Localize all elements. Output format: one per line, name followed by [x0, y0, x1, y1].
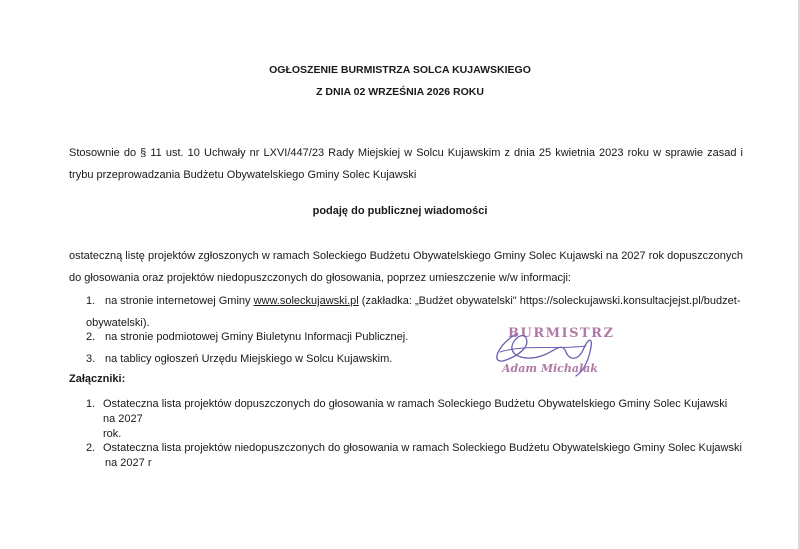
attachment-text: Ostateczna lista projektów dopuszczonych do głosowania w ramach Soleckiego Budżetu Obywatelskiego Gminy Solec Kujawski na 2027 [103, 398, 728, 425]
attachment-text-cont: rok. [103, 428, 122, 440]
list-number: 1. [86, 295, 96, 307]
stamp-name: Adam Michalak [502, 362, 598, 375]
list-number: 2. [86, 331, 96, 343]
intro-paragraph: Stosownie do § 11 ust. 10 Uchwały nr LXVI/447/23 Rady Miejskiej w Solcu Kujawskim z dnia 25 kwietnia 2023 roku w sprawie zasad i trybu przeprowadzania Budżetu Obywatelskiego Gminy Solec Kujawski [69, 147, 743, 181]
attachments-heading: Załączniki: [69, 373, 126, 385]
list-item-text: na stronie internetowej Gminy [105, 295, 251, 307]
attachment-text-cont: na 2027 r [105, 457, 152, 469]
list-item-text: na stronie podmiotowej Gminy Biuletynu Informacji Publicznej. [105, 331, 409, 343]
title-line-1: OGŁOSZENIE BURMISTRZA SOLCA KUJAWSKIEGO [269, 64, 531, 76]
list-item-text: na tablicy ogłoszeń Urzędu Miejskiego w Solcu Kujawskim. [105, 353, 393, 365]
attachment-number: 2. [86, 442, 96, 454]
list-item-wrap: obywatelski). [86, 317, 150, 329]
stamp-title: BURMISTRZ [508, 326, 615, 341]
list-item-text-suffix: (zakładka: „Budżet obywatelski" https://soleckujawski.konsultacjejst.pl/budzet- [361, 295, 741, 307]
announcement: podaję do publicznej wiadomości [312, 205, 488, 217]
attachment-number: 1. [86, 398, 96, 410]
official-stamp [486, 322, 615, 384]
website-link[interactable]: www.soleckujawski.pl [253, 295, 359, 307]
list-number: 3. [86, 353, 96, 365]
attachment-text: Ostateczna lista projektów niedopuszczonych do głosowania w ramach Soleckiego Budżetu Obywatelskiego Gminy Solec Kujawski [103, 442, 742, 454]
title-line-2: Z DNIA 02 WRZEŚNIA 2026 ROKU [316, 86, 484, 98]
handwritten-signature [486, 322, 606, 384]
body-paragraph: ostateczną listę projektów zgłoszonych w ramach Soleckiego Budżetu Obywatelskiego Gminy Solec Kujawski na 2027 rok dopuszczonych do głosowania oraz projektów niedopuszczonych do głosowania, poprzez umieszczenie w/w informacji: [69, 250, 743, 284]
